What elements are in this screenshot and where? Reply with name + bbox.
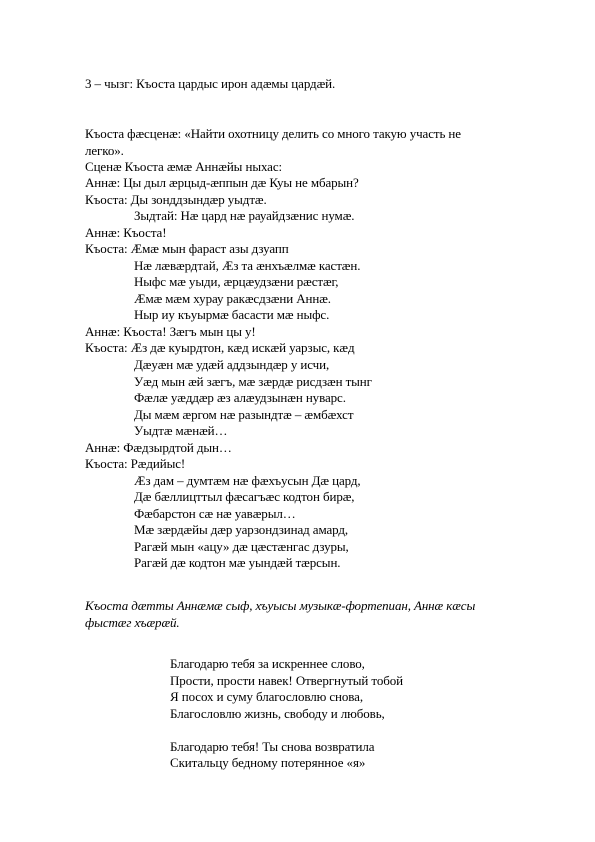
scene-line: Дӕуӕн мӕ удӕй аддзындӕр у исчи, [134,357,330,372]
stage-direction-line: фыстӕг хъӕрӕй. [85,615,180,630]
scene-line: Ныр иу къуырмӕ басасти мӕ ныфс. [134,307,330,322]
poem-line: Благословлю жизнь, свободу и любовь, [170,706,385,721]
scene-line: Мӕ зӕрдӕйы дӕр уарзондзинад амард, [134,522,349,537]
scene-line: Аннӕ: Къоста! Зӕгъ мын цы у! [85,324,256,339]
epigraph-line: легко». [85,143,124,158]
scene-line: Аннӕ: Фӕдзырдтой дын… [85,440,232,455]
poem-line: Благодарю тебя за искреннее слово, [170,656,365,671]
scene-line: Фӕлӕ уӕддӕр ӕз алӕудзынӕн нуварс. [134,390,346,405]
scene-line: Къоста: Ӕмӕ мын фараст азы дзуапп [85,241,289,256]
scene-line: Сценӕ Къоста ӕмӕ Аннӕйы ныхас: [85,159,283,174]
scene-line: Ӕмӕ мӕм хурау ракӕсдзӕни Аннӕ. [134,291,331,306]
scene-line: Къоста: Рӕдийыс! [85,456,186,471]
scene-line: Ды мӕм ӕргом нӕ разындтӕ – ӕмбӕхст [134,407,354,422]
scene-line: Уӕд мын ӕй зӕгъ, мӕ зӕрдӕ рисдзӕн тынг [134,374,372,389]
scene-line: Зыдтай: Нӕ цард нӕ рауайдзӕнис нумӕ. [134,208,355,223]
scene-line: Ныфс мӕ уыди, ӕрцӕудзӕни рӕстӕг, [134,274,339,289]
section-heading: 3 – чызг: Къоста цардыс ирон адӕмы цардӕй. [85,76,336,91]
epigraph-line: Къоста фӕсценӕ: «Найти охотницу делить со много такую участь не [85,126,461,141]
poem-line: Скитальцу бедному потерянное «я» [170,755,366,770]
poem-line: Прости, прости навек! Отвергнутый тобой [170,673,404,688]
stage-direction-line: Къоста дӕтты Аннӕмӕ сыф, хъуысы музыкӕ-фортепиан, Аннӕ кӕсы [85,598,476,613]
scene-line: Аннӕ: Цы дыл ӕрцыд-ӕппын дӕ Куы не мбарын? [85,175,359,190]
scene-line: Нӕ лӕвӕрдтай, Ӕз та ӕнхъӕлмӕ кастӕн. [134,258,361,273]
poem-line: Благодарю тебя! Ты снова возвратила [170,739,375,754]
poem-line: Я посох и суму благословлю снова, [170,689,363,704]
scene-line: Аннӕ: Къоста! [85,225,167,240]
scene-line: Къоста: Ды зонддзындӕр уыдтӕ. [85,192,267,207]
scene-line: Уыдтӕ мӕнӕй… [134,423,228,438]
scene-line: Дӕ бӕллицттыл фӕсагъӕс кодтон бирӕ, [134,489,355,504]
scene-line: Ӕз дам – думтӕм нӕ фӕхъусын Дӕ цард, [134,473,361,488]
scene-line: Къоста: Ӕз дӕ куырдтон, кӕд искӕй уарзыс, кӕд [85,340,355,355]
scene-line: Рагӕй дӕ кодтон мӕ уындӕй тӕрсын. [134,555,341,570]
scene-line: Рагӕй мын «ацу» дӕ цӕстӕнгас дзуры, [134,539,349,554]
scene-line: Фӕбарстон сӕ нӕ уавӕрыл… [134,506,296,521]
